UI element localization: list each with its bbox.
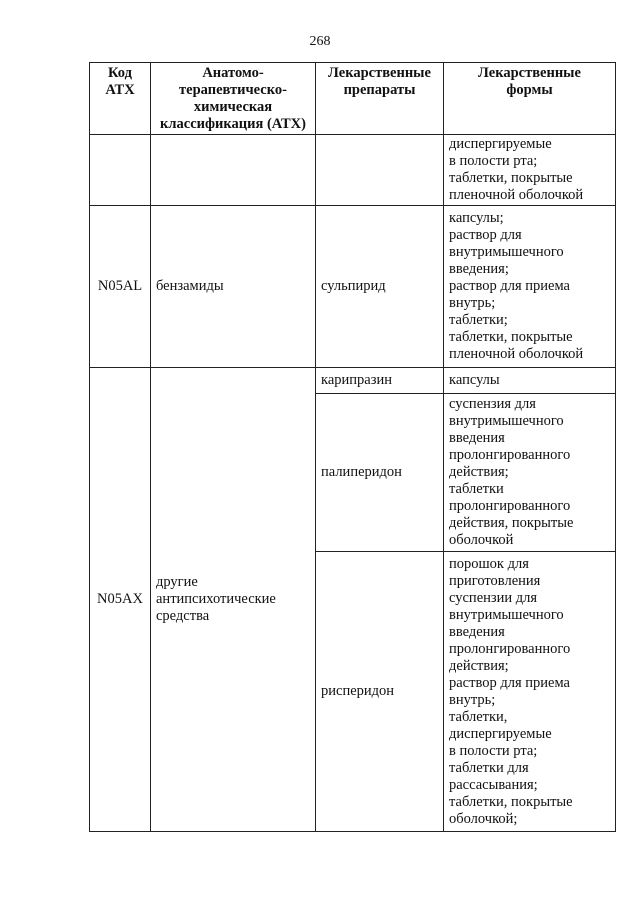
forms-cell: капсулы; раствор для внутримышечного введения; раствор для приема внутрь; таблетки; таблетки, покрытые пленочной оболочкой	[444, 206, 616, 368]
header-classification: Анатомо- терапевтическо- химическая классификация (АТХ)	[151, 63, 316, 135]
code-cell	[90, 135, 151, 206]
table-header-row	[90, 63, 616, 135]
code-cell: N05AL	[90, 206, 151, 368]
drug-cell: карипразин	[316, 368, 444, 394]
drug-cell: палиперидон	[316, 394, 444, 552]
table-row	[90, 135, 616, 206]
header-forms: Лекарственные формы	[444, 63, 616, 135]
forms-cell: порошок для приготовления суспензии для внутримышечного введения пролонгированного действия; раствор для приема внутрь; таблетки, диспергируемые в полости рта; таблетки для рассасывания; таблетки, покрытые оболочкой;	[444, 552, 616, 832]
classification-cell: бензамиды	[151, 206, 316, 368]
page-number: 268	[309, 34, 331, 49]
forms-cell: суспензия для внутримышечного введения пролонгированного действия; таблетки пролонгированного действия, покрытые оболочкой	[444, 394, 616, 552]
classification-cell: другие антипсихотические средства	[151, 368, 316, 832]
forms-cell: капсулы	[444, 368, 616, 394]
atx-table	[89, 62, 616, 832]
table-row	[90, 368, 616, 394]
classification-cell	[151, 135, 316, 206]
drug-cell: рисперидон	[316, 552, 444, 832]
code-cell: N05AX	[90, 368, 151, 832]
drug-cell	[316, 135, 444, 206]
table-row	[90, 206, 616, 368]
forms-cell: диспергируемые в полости рта; таблетки, покрытые пленочной оболочкой	[444, 135, 616, 206]
header-drugs: Лекарственные препараты	[316, 63, 444, 135]
header-code: Код АТХ	[90, 63, 151, 135]
drug-cell: сульпирид	[316, 206, 444, 368]
